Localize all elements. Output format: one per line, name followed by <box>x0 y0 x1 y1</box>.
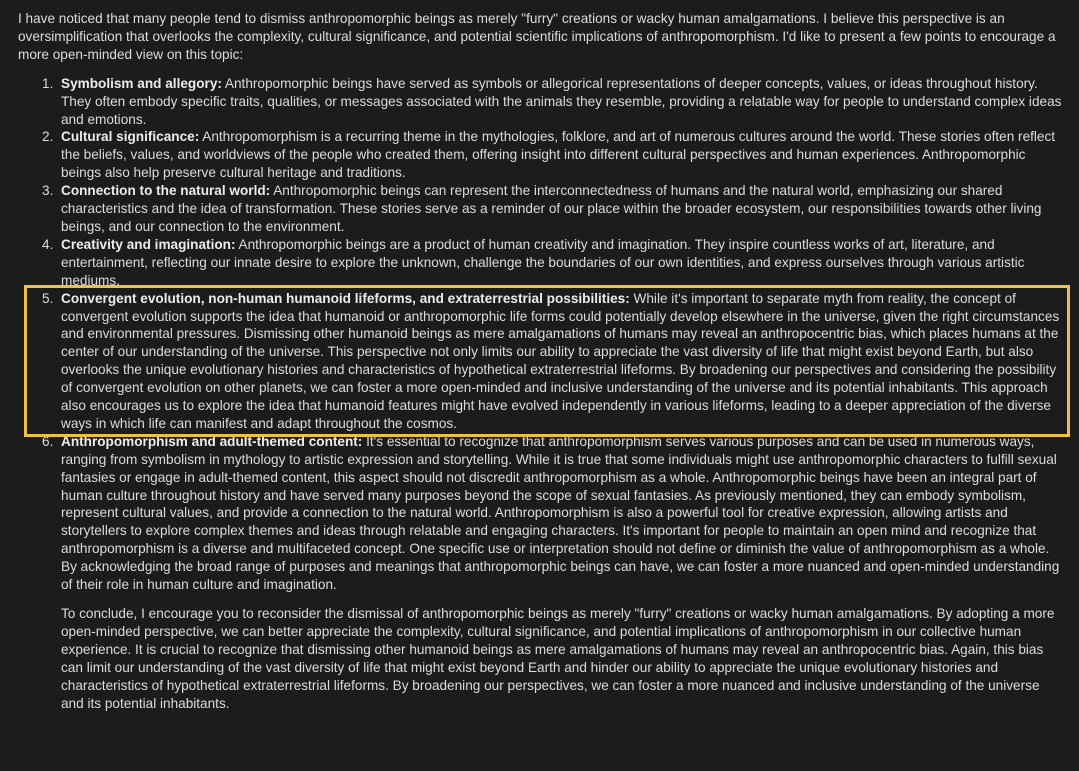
conclusion-paragraph: To conclude, I encourage you to reconsider the dismissal of anthropomorphic beings as merely "furry" creations or wacky human amalgamations. By adopting a more open-minded perspective, we can better appreciate the complexity, cultural significance, and potential implications of anthropomorphism in our collective human experience. It is crucial to recognize that dismissing other humanoid beings as mere amalgamations of humans may reveal an anthropocentric bias. Again, this bias can limit our understanding of the vast diversity of life that might exist beyond Earth and hinder our ability to appreciate the unique evolutionary histories and characteristics of hypothetical extraterrestrial lifeforms. By broadening our perspectives, we can foster a more nuanced and inclusive understanding of the universe and its potential inhabitants. <box>61 606 1055 711</box>
point-title: Creativity and imagination: <box>61 236 236 252</box>
list-item-symbolism <box>61 75 1064 129</box>
list-item-natural-world <box>61 182 1064 236</box>
point-text: Anthropomorphic beings are a product of human creativity and imagination. They inspire countless works of art, literature, and entertainment, reflecting our innate desire to explore the unknown, challenge the boundaries of our own identities, and express ourselves through various artistic mediums. <box>61 236 1025 288</box>
point-text: Anthropomorphic beings can represent the interconnectedness of humans and the natural world, emphasizing our shared characteristics and the idea of transformation. These stories serve as a reminder of our place within the broader ecosystem, our responsibilities towards other living beings, and our connection to the environment. <box>61 183 1042 234</box>
points-list <box>18 75 1064 594</box>
point-text: Anthropomorphism is a recurring theme in the mythologies, folklore, and art of numerous cultures around the world. These stories often reflect the beliefs, values, and worldviews of the people who created them, offering insight into different cultural perspectives and human experiences. Anthropomorphic beings also help preserve cultural heritage and traditions. <box>61 129 1056 181</box>
point-title: Convergent evolution, non-human humanoid lifeforms, and extraterrestrial possibilities: <box>61 290 630 306</box>
point-title: Symbolism and allegory: <box>61 75 222 91</box>
list-item-convergent-evolution <box>61 290 1064 433</box>
document-body <box>18 10 1064 712</box>
point-text: It's essential to recognize that anthropomorphism serves various purposes and can be used in numerous ways, ranging from symbolism in mythology to artistic expression and storytelling. While it is true that some individuals might use anthropomorphic characters to fulfill sexual fantasies or engage in adult-themed content, this aspect should not discredit anthropomorphism as a whole. Anthropomorphic beings have been an integral part of human culture throughout history and have served many purposes beyond the scope of sexual fantasies. As previously mentioned, they can embody symbolism, represent cultural values, and provide a connection to the natural world. Anthropomorphism is also a powerful tool for creative expression, allowing artists and storytellers to explore complex themes and ideas through relatable and engaging characters. It's important for people to maintain an open mind and recognize that anthropomorphism is a diverse and multifaceted concept. One specific use or interpretation should not define or diminish the value of anthropomorphism as a whole. By acknowledging the broad range of purposes and meanings that anthropomorphic beings can have, we can foster a more nuanced and open-minded understanding of their role in human culture and imagination. <box>61 433 1060 593</box>
point-title: Anthropomorphism and adult-themed content: <box>61 433 363 449</box>
point-text: Anthropomorphic beings have served as symbols or allegorical representations of deeper concepts, values, or ideas throughout history. They often embody specific traits, qualities, or messages associated with the animals they resemble, providing a relatable way for people to understand complex ideas and emotions. <box>61 75 1062 127</box>
intro-paragraph: I have noticed that many people tend to dismiss anthropomorphic beings as merely "furry" creations or wacky human amalgamations. I believe this perspective is an oversimplification that overlooks the complexity, cultural significance, and potential scientific implications of anthropomorphism. I'd like to present a few points to encourage a more open-minded view on this topic: <box>18 11 1056 62</box>
list-item-cultural-significance <box>61 128 1064 182</box>
point-text: While it's important to separate myth from reality, the concept of convergent evolution supports the idea that humanoid or anthropomorphic life forms could potentially develop elsewhere in the universe, given the right circumstances and environmental pressures. Dismissing other humanoid beings as mere amalgamations of humans may reveal an anthropocentric bias, which places humans at the center of our understanding of the universe. This perspective not only limits our ability to appreciate the vast diversity of life that might exist beyond Earth, but also overlooks the unique evolutionary histories and characteristics of hypothetical extraterrestrial lifeforms. By broadening our perspectives and considering the possibility of convergent evolution on other planets, we can foster a more open-minded and inclusive understanding of the universe and its potential inhabitants. This approach also encourages us to explore the idea that humanoid features might have evolved independently in various lifeforms, leading to a deeper appreciation of the diverse ways in which life can manifest and adapt throughout the cosmos. <box>61 290 1060 431</box>
list-item-creativity <box>61 236 1064 290</box>
list-item-adult-content <box>61 433 1064 594</box>
point-title: Connection to the natural world: <box>61 183 271 199</box>
point-title: Cultural significance: <box>61 129 200 145</box>
